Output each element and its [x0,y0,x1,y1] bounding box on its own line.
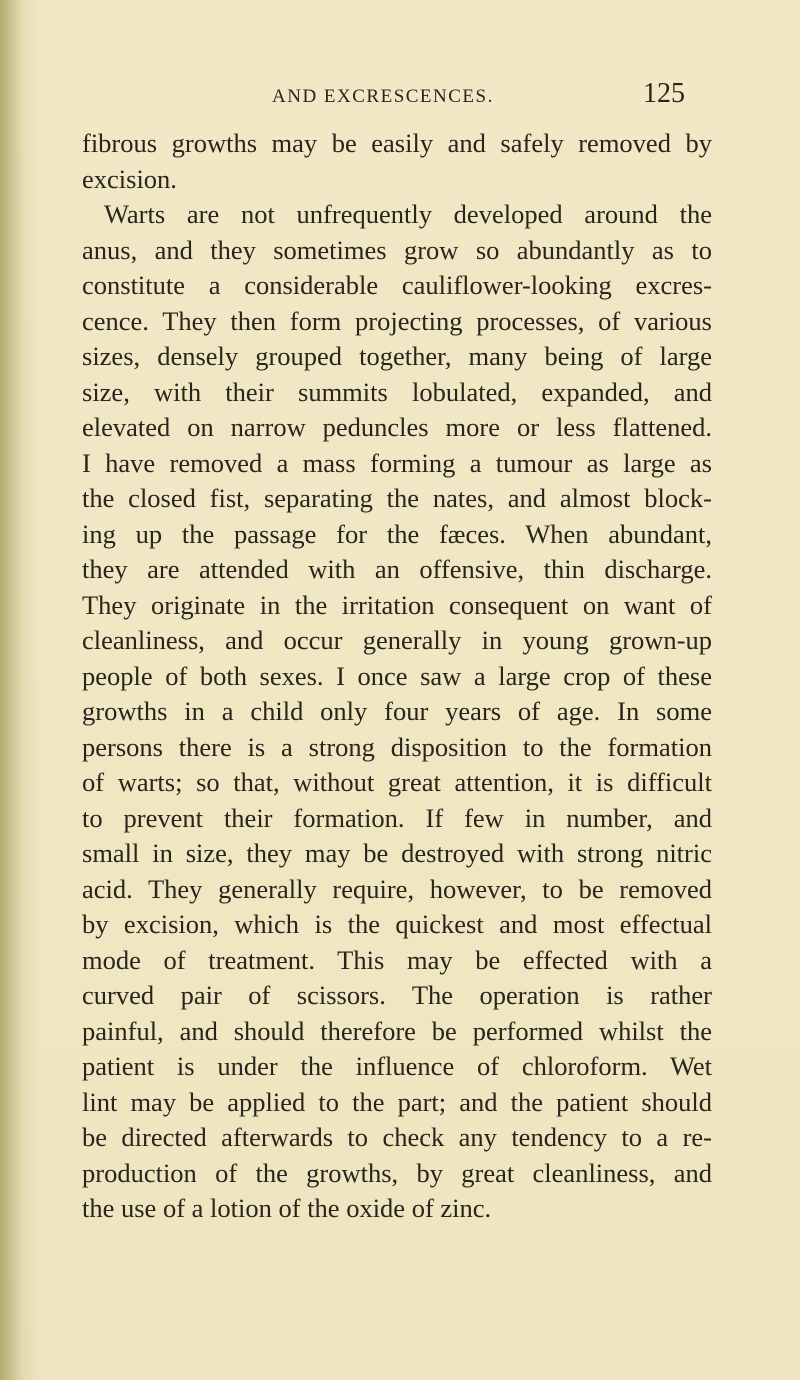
running-head: AND EXCRESCENCES. [272,86,494,107]
text-line: elevated on narrow peduncles more or less flattened. [82,412,712,442]
text-line: small in size, they may be destroyed with strong nitric [82,838,712,868]
text-line: sizes, densely grouped together, many being of large [82,341,712,371]
text-line: of warts; so that, without great attention, it is difficult [82,767,712,797]
text-line: growths in a child only four years of age. In some [82,696,712,726]
text-line: mode of treatment. This may be effected with a [82,944,712,975]
text-line: people of both sexes. I once saw a large crop of these [82,660,712,691]
text-line: ing up the passage for the fæces. When abundant, [82,518,712,549]
text-line: the closed fist, separating the nates, and almost block- [82,483,712,513]
text-line: acid. They generally require, however, to be removed [82,873,712,904]
text-line: lint may be applied to the part; and the patient should [82,1086,712,1117]
page-number: 125 [643,78,685,109]
page-spine-shadow [0,0,22,1380]
text-line: anus, and they sometimes grow so abundantly as to [82,234,712,265]
text-line: be directed afterwards to check any tendency to a re- [82,1122,712,1152]
text-line: to prevent their formation. If few in number, and [82,802,712,833]
text-line: cence. They then form projecting processes, of various [82,305,712,336]
body-text [82,126,712,1227]
text-line: the use of a lotion of the oxide of zinc. [82,1193,492,1223]
text-line: they are attended with an offensive, thin discharge. [82,554,712,584]
text-line: They originate in the irritation consequent on want of [82,589,712,620]
text-line: by excision, which is the quickest and most effectual [82,909,712,939]
text-line: fibrous growths may be easily and safely removed by [82,128,712,158]
text-line: production of the growths, by great cleanliness, and [82,1157,712,1188]
text-line: size, with their summits lobulated, expanded, and [82,376,712,407]
text-line: excision. [82,163,177,194]
text-line: cleanliness, and occur generally in young grown-up [82,625,712,655]
text-line: painful, and should therefore be performed whilst the [82,1015,712,1046]
text-line: I have removed a mass forming a tumour as large as [82,447,712,478]
text-line: curved pair of scissors. The operation is rather [82,980,712,1010]
text-line: persons there is a strong disposition to the formation [82,731,712,762]
text-line: patient is under the influence of chloroform. Wet [82,1051,712,1081]
text-line: constitute a considerable cauliflower-looking excres- [82,270,712,300]
text-line: Warts are not unfrequently developed around the [104,199,712,229]
